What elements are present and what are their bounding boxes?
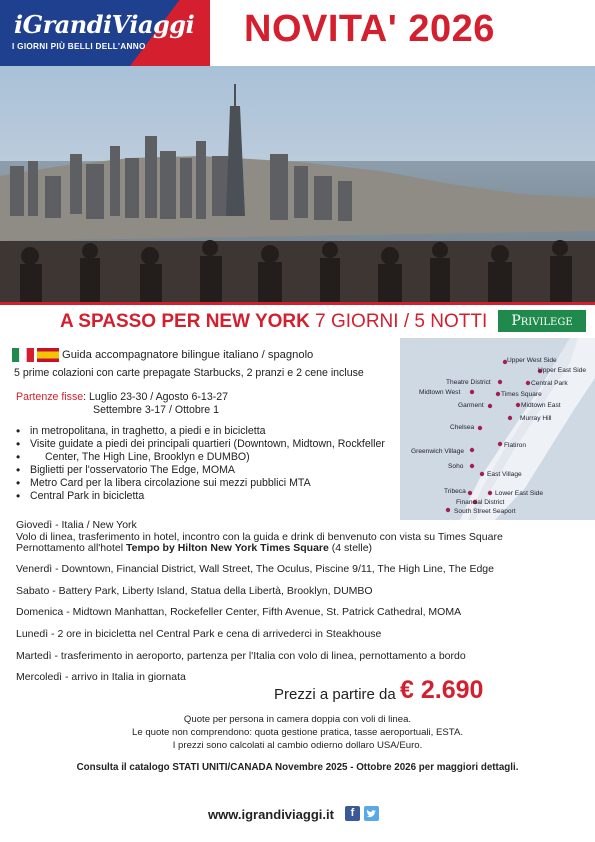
map-label: Flatiron [504,442,526,449]
departures-dates-2: Settembre 3-17 / Ottobre 1 [93,404,220,416]
inclusion-item: • Visite guidate a piedi dei principali quartieri (Downtown, Midtown, Rockfeller [30,438,414,451]
website-link[interactable]: www.igrandiviaggi.it [208,807,334,822]
facebook-icon[interactable]: f [345,806,360,821]
departures-label: Partenze fisse [16,391,84,403]
twitter-icon[interactable] [364,806,379,821]
map-label: Financial District [456,499,505,506]
price-note: I prezzi sono calcolati al cambio odierno dollaro USA/Euro. [172,740,423,751]
price-label: Prezzi a partire da [274,686,396,703]
day-item: Lunedì - 2 ore in bicicletta nel Central Park e cena di arrivederci in Steakhouse [16,628,382,640]
meals-info: 5 prime colazioni con carte prepagate Starbucks, 2 pranzi e 2 cene incluse [14,367,364,379]
inclusion-item: • Metro Card per la libera circolazione sui mezzi pubblici MTA [30,477,414,490]
manhattan-map [400,338,595,520]
day-item: Sabato - Battery Park, Liberty Island, Statua della Libertà, Brooklyn, DUMBO [16,585,373,597]
hotel-name: Tempo by Hilton New York Times Square [126,542,329,554]
map-label: South Street Seaport [454,508,516,515]
catalog-note: Consulta il catalogo STATI UNITI/CANADA Novembre 2025 - Ottobre 2026 per maggiori dettagli. [76,762,519,773]
day-1-hotel: Pernottamento all'hotel Tempo by Hilton New York Times Square (4 stelle) [16,542,373,554]
tour-name: A SPASSO PER NEW YORK [60,311,310,332]
map-label: Murray Hill [520,415,552,422]
guide-info: Guida accompagnatore bilingue italiano / spagnolo [62,349,314,361]
inclusion-item-continued: • Center, The High Line, Brooklyn e DUMBO) [30,451,414,464]
nyc-skyline-image [0,66,595,302]
headline: NOVITA' 2026 [244,8,495,50]
hero-photo [0,66,595,302]
logo-tagline: I GIORNI PIÙ BELLI DELL'ANNO [12,42,146,51]
map-label: Midtown East [521,402,561,409]
italy-flag-icon [12,348,34,362]
day-1-detail: Volo di linea, trasferimento in hotel, incontro con la guida e drink di benvenuto con vista su Times Square [16,531,503,543]
map-label: Midtown West [419,389,461,396]
map-label: Theatre District [446,379,491,386]
divider [0,302,595,305]
map-label: Upper East Side [538,367,587,374]
map-label: Times Square [501,391,542,398]
map-label: Upper West Side [507,357,557,364]
tour-duration: 7 GIORNI / 5 NOTTI [315,311,488,332]
map-label: Tribeca [444,488,466,495]
price-note: Le quote non comprendono: quota gestione pratica, tasse aeroportuali, ESTA. [131,727,464,738]
privilege-badge: Privilege [498,310,586,332]
map-label: Lower East Side [495,490,544,497]
spain-flag-icon [37,348,59,362]
inclusions-list [14,425,414,503]
price-note: Quote per persona in camera doppia con voli di linea. [183,714,412,725]
price-value: € 2.690 [400,676,484,704]
departures [16,391,228,403]
map-label: Greenwich Village [411,448,465,455]
inclusion-item: • in metropolitana, in traghetto, a piedi e in bicicletta [30,425,414,438]
day-1-title: Giovedì - Italia / New York [16,519,137,531]
day-item: Martedì - trasferimento in aeroporto, partenza per l'Italia con volo di linea, pernottamento a bordo [16,650,466,662]
logo-title: iGrandiViaggi [14,10,195,39]
map-label: Central Park [531,380,568,387]
inclusion-item: • Biglietti per l'osservatorio The Edge, MOMA [30,464,414,477]
map-label: East Village [487,471,522,478]
tour-title [60,311,487,333]
day-item: Domenica - Midtown Manhattan, Rockefeller Center, Fifth Avenue, St. Patrick Cathedral, MOMA [16,606,462,618]
day-item: Mercoledì - arrivo in Italia in giornata [16,671,186,683]
day-item: Venerdì - Downtown, Financial District, Wall Street, The Oculus, Piscine 9/11, The High Line, The Edge [16,563,494,575]
map-label: Garment [458,402,484,409]
inclusion-item: • Central Park in bicicletta [30,490,414,503]
logo[interactable] [0,0,210,66]
map-label: Chelsea [450,424,475,431]
map-label: Soho [448,463,464,470]
departures-dates-1: : Luglio 23-30 / Agosto 6-13-27 [83,391,229,403]
